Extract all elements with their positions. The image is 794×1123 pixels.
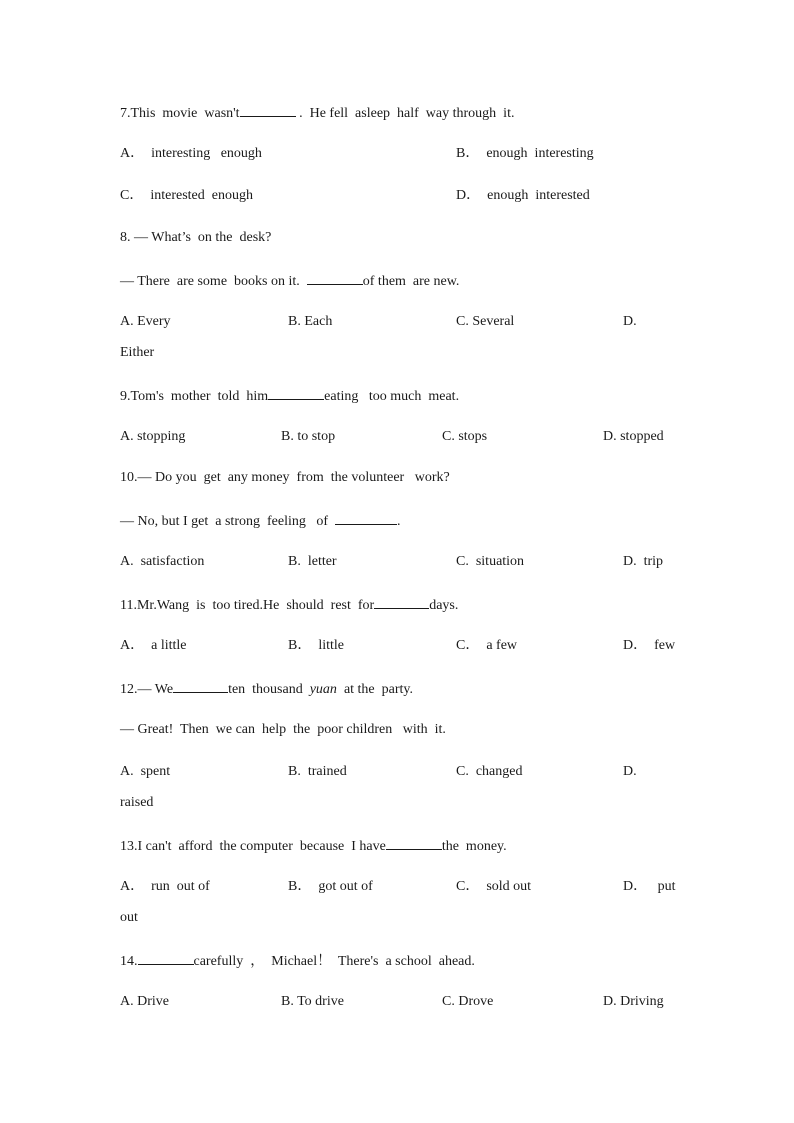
question-13-option-c: C． sold out [456, 879, 532, 894]
question-8-option-d: D. [623, 314, 637, 329]
question-11-text-end: days. [429, 598, 459, 613]
answer-blank [307, 271, 363, 285]
question-10-text-start: — No, but I get a strong feeling of [120, 514, 336, 529]
question-10-option-b: B. letter [288, 554, 337, 569]
question-12-option-b: B. trained [288, 764, 347, 779]
answer-blank [268, 386, 324, 400]
question-7-stem [120, 103, 514, 123]
answer-blank [335, 511, 397, 525]
question-7-text-end: . He fell asleep half way through it. [295, 106, 515, 121]
question-7-option-d: D． enough interested [456, 188, 590, 203]
question-9-option-c: C. stops [442, 429, 488, 444]
question-8-text-start: — There are some books on it. [120, 274, 307, 289]
question-10-option-c: C. situation [456, 554, 525, 569]
question-7-text-start: 7.This movie wasn't [120, 106, 240, 121]
answer-blank [173, 679, 228, 693]
question-14-option-d: D. Driving [603, 994, 664, 1009]
question-12-option-a: A. spent [120, 764, 171, 779]
question-10-option-a: A. satisfaction [120, 554, 205, 569]
question-12-option-d-wrap: raised [120, 795, 154, 810]
question-13-text-end: the money. [441, 839, 507, 854]
question-9-option-b: B. to stop [281, 429, 336, 444]
question-12-stem [120, 679, 413, 699]
question-14-option-b: B. To drive [281, 994, 344, 1009]
question-7-option-a: A． interesting enough [120, 146, 262, 161]
question-8-option-b: B. Each [288, 314, 333, 329]
question-13-option-d-wrap: out [120, 910, 138, 925]
answer-blank [138, 951, 194, 965]
question-11-option-c: C． a few [456, 638, 518, 653]
question-14-option-a: A. Drive [120, 994, 169, 1009]
question-9-text-start: 9.Tom's mother told him [120, 389, 269, 404]
question-8-option-a: A. Every [120, 314, 171, 329]
answer-blank [386, 836, 442, 850]
question-10-option-d: D. trip [623, 554, 664, 569]
question-10-prompt: 10.— Do you get any money from the volunteer work? [120, 470, 450, 485]
question-9-option-a: A. stopping [120, 429, 186, 444]
question-13-option-d: D． put [623, 879, 676, 894]
question-8-option-c: C. Several [456, 314, 515, 329]
question-10-stem [120, 511, 401, 531]
question-7-option-c: C． interested enough [120, 188, 253, 203]
question-9-text-end: eating too much meat. [324, 389, 460, 404]
question-8-option-d-wrap: Either [120, 345, 155, 360]
question-13-text-start: 13.I can't afford the computer because I have [120, 839, 386, 854]
question-12-reply: — Great! Then we can help the poor children with it. [120, 722, 446, 737]
question-12-option-c: C. changed [456, 764, 523, 779]
question-7-option-b: B． enough interesting [456, 146, 594, 161]
question-9-stem [120, 386, 459, 406]
question-8-prompt: 8. — What’s on the desk? [120, 230, 272, 245]
question-8-stem [120, 271, 459, 291]
question-11-option-a: A． a little [120, 638, 187, 653]
answer-blank [374, 595, 429, 609]
question-12-italic-word: yuan [309, 682, 337, 697]
question-14-text-end: carefully ， Michael！ There's a school ahead. [193, 954, 475, 969]
question-12-option-d: D. [623, 764, 637, 779]
question-8-text-end: of them are new. [362, 274, 460, 289]
question-9-option-d: D. stopped [603, 429, 664, 444]
question-14-text-start: 14. [120, 954, 138, 969]
question-12-text-middle: ten thousand [228, 682, 310, 697]
question-11-option-d: D． few [623, 638, 676, 653]
question-10-text-end: . [397, 514, 401, 529]
question-11-stem [120, 595, 458, 615]
question-11-text-start: 11.Mr.Wang is too tired.He should rest for [120, 598, 375, 613]
question-13-stem [120, 836, 507, 856]
question-11-option-b: B． little [288, 638, 344, 653]
answer-blank [240, 103, 296, 117]
question-13-option-b: B． got out of [288, 879, 373, 894]
question-13-option-a: A． run out of [120, 879, 210, 894]
question-14-option-c: C. Drove [442, 994, 494, 1009]
question-12-text-start: 12.— We [120, 682, 174, 697]
question-14-stem [120, 951, 475, 971]
question-12-text-end: at the party. [336, 682, 414, 697]
